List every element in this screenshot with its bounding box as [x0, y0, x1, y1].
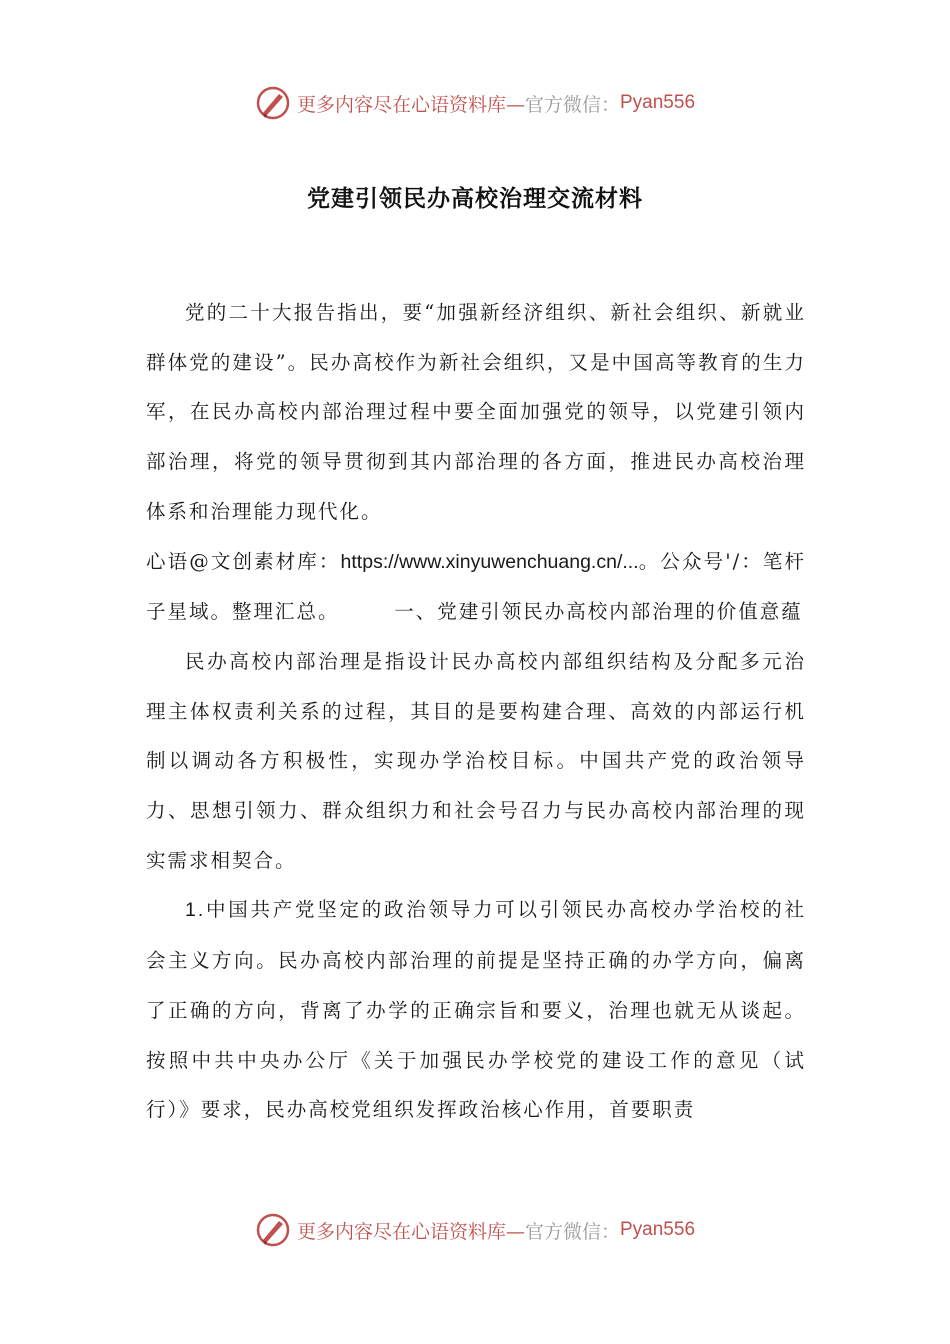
banner-wechat-id: Pyan556: [620, 92, 696, 113]
banner-wechat-id: Pyan556: [620, 1219, 696, 1240]
pen-logo-icon: [255, 1212, 291, 1248]
footer-banner: [0, 1210, 950, 1250]
document-title: 党建引领民办高校治理交流材料: [307, 186, 643, 212]
source-suffix: 。公众号'/：笔杆子星域。整理汇总。 一、党建引领民办高校内部治理的价值意蕴: [146, 549, 806, 624]
header-banner: [0, 83, 950, 123]
point-text: 中国共产党坚定的政治领导力可以引领民办高校办学治校的社会主义方向。民办高校内部治理的前提是坚持正确的办学方向，偏离了正确的方向，背离了办学的正确宗旨和要义，治理也就无从谈起。按照中共中央办公厅《关于加强民办学校党的建设工作的意见（试行）》要求，民办高校党组织发挥政治核心作用，首要职责: [146, 898, 806, 1122]
source-url: https://www.xinyuwenchuang.cn/...: [340, 550, 639, 573]
banner-text: 更多内容尽在心语资料库—: [296, 1220, 525, 1243]
banner-wechat-label: 官方微信：: [524, 1220, 620, 1243]
source-line: [146, 537, 806, 637]
source-prefix: 心语@文创素材库：: [146, 549, 341, 573]
document-body: [146, 288, 806, 1135]
banner-text: 更多内容尽在心语资料库—: [296, 93, 525, 116]
paragraph-point-1: [146, 885, 806, 1135]
banner-wechat-label: 官方微信：: [524, 93, 620, 116]
paragraph-value: 民办高校内部治理是指设计民办高校内部组织结构及分配多元治理主体权责利关系的过程，其目的是要构建合理、高效的内部运行机制以调动各方积极性，实现办学治校目标。中国共产党的政治领导力、思想引领力、群众组织力和社会号召力与民办高校内部治理的现实需求相契合。: [146, 649, 806, 872]
pen-logo-icon: [255, 85, 291, 121]
paragraph-intro: 党的二十大报告指出，要“加强新经济组织、新社会组织、新就业群体党的建设”。民办高校作为新社会组织，又是中国高等教育的生力军，在民办高校内部治理过程中要全面加强党的领导，以党建引领内部治理，将党的领导贯彻到其内部治理的各方面，推进民办高校治理体系和治理能力现代化。: [146, 301, 806, 523]
point-number: 1.: [185, 899, 206, 922]
